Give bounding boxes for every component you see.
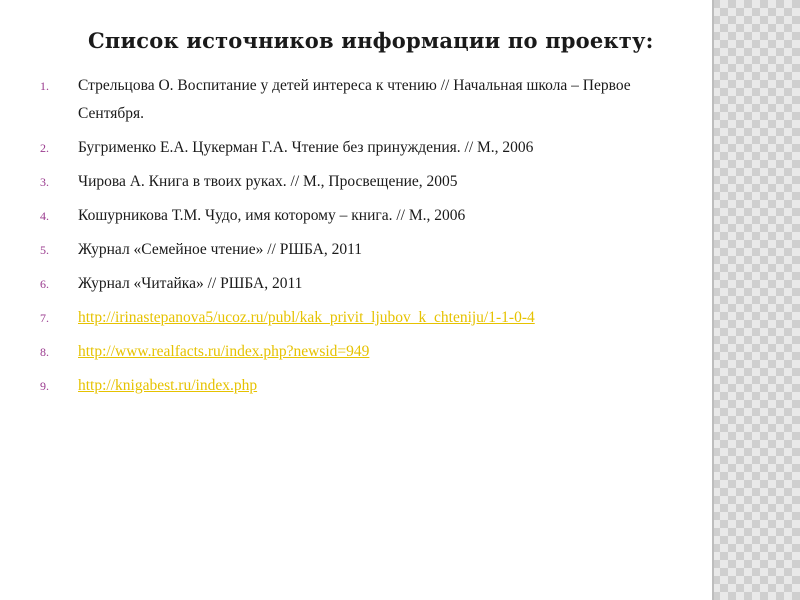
list-item bbox=[40, 236, 670, 264]
source-link[interactable]: http://www.realfacts.ru/index.php?newsid=949 bbox=[78, 343, 370, 360]
sources-list bbox=[40, 72, 670, 406]
item-number: 4. bbox=[40, 209, 49, 223]
list-item bbox=[40, 72, 670, 128]
item-text: Кошурникова Т.М. Чудо, имя которому – книга. // М., 2006 bbox=[78, 207, 466, 224]
item-number: 1. bbox=[40, 79, 49, 93]
list-item bbox=[40, 372, 670, 400]
item-text: Журнал «Семейное чтение» // РШБА, 2011 bbox=[78, 241, 363, 258]
item-text: Журнал «Читайка» // РШБА, 2011 bbox=[78, 275, 303, 292]
source-link[interactable]: http://knigabest.ru/index.php bbox=[78, 377, 258, 394]
item-number: 9. bbox=[40, 379, 49, 393]
item-number: 3. bbox=[40, 175, 49, 189]
list-item bbox=[40, 168, 670, 196]
list-item bbox=[40, 202, 670, 230]
source-link[interactable]: http://irinastepanova5/ucoz.ru/publ/kak_privit_ljubov_k_chteniju/1-1-0-4 bbox=[78, 309, 535, 326]
list-item bbox=[40, 270, 670, 298]
item-number: 5. bbox=[40, 243, 49, 257]
item-number: 2. bbox=[40, 141, 49, 155]
item-number: 8. bbox=[40, 345, 49, 359]
item-text: Бугрименко Е.А. Цукерман Г.А. Чтение без принуждения. // М., 2006 bbox=[78, 139, 534, 156]
list-item bbox=[40, 338, 670, 366]
item-text: Чирова А. Книга в твоих руках. // М., Просвещение, 2005 bbox=[78, 173, 458, 190]
item-number: 7. bbox=[40, 311, 49, 325]
item-text: Стрельцова О. Воспитание у детей интереса к чтению // Начальная школа – Первое Сентября. bbox=[78, 77, 631, 122]
item-number: 6. bbox=[40, 277, 49, 291]
list-item bbox=[40, 304, 670, 332]
decorative-side-band bbox=[712, 0, 800, 600]
slide-title: Список источников информации по проекту: bbox=[88, 28, 654, 53]
list-item bbox=[40, 134, 670, 162]
